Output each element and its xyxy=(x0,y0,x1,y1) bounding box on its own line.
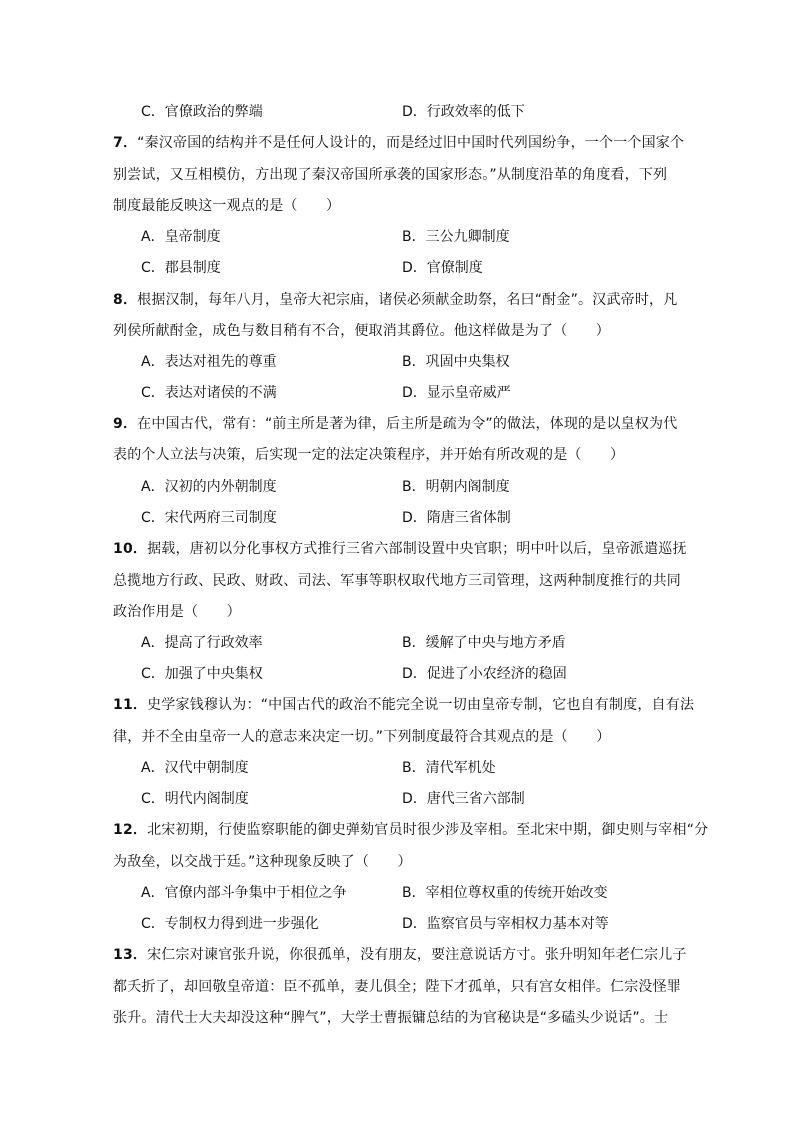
question-10-line-2: 总揽地方行政、民政、财政、司法、军事等职权取代地方三司管理，这两种制度推行的共同 xyxy=(113,573,681,589)
question-number: 7． xyxy=(113,135,138,151)
option-a-q8: A．表达对祖先的尊重 xyxy=(141,354,277,370)
question-text: 史学家钱穆认为：“中国古代的政治不能完全说一切由皇帝专制，它也自有制度，自有法 xyxy=(147,697,695,713)
option-c-q9: C．宋代两府三司制度 xyxy=(141,510,277,526)
option-d-q11: D．唐代三省六部制 xyxy=(402,791,525,807)
option-b-q10: B．缓解了中央与地方矛盾 xyxy=(402,635,566,651)
question-text: 在中国古代，常有：“前主所是著为律，后主所是疏为令”的做法，体现的是以皇权为代 xyxy=(137,416,678,432)
question-10-line-3: 政治作用是（ ） xyxy=(113,604,241,620)
option-c-q10: C．加强了中央集权 xyxy=(141,666,263,682)
option-d-q8: D．显示皇帝威严 xyxy=(402,385,511,401)
option-c-q11: C．明代内阁制度 xyxy=(141,791,249,807)
question-text: 据载，唐初以分化事权方式推行三省六部制设置中央官职；明中叶以后，皇帝派遣巡抚 xyxy=(147,541,687,557)
question-13-line-3: 张升。清代士大夫却没这种“脾气”，大学士曹振镛总结的为官秘诀是“多磕头少说话”。士 xyxy=(113,1010,669,1026)
question-11-line-2: 律，并不全由皇帝一人的意志来决定一切。”下列制度最符合其观点的是（ ） xyxy=(113,729,611,745)
question-12-line-2: 为敌垒，以交战于廷。”这种现象反映了（ ） xyxy=(113,854,412,870)
option-d-q10: D．促进了小农经济的稳固 xyxy=(402,666,567,682)
option-d-q7: D．官僚制度 xyxy=(402,260,483,276)
question-7-line-3: 制度最能反映这一观点的是（ ） xyxy=(113,198,341,214)
option-d-q6: D．行政效率的低下 xyxy=(402,104,525,120)
question-number: 9． xyxy=(113,416,138,432)
question-text: 宋仁宗对谏官张升说，你很孤单，没有朋友，要注意说话方寸。张升明知年老仁宗儿子 xyxy=(147,947,687,963)
option-b-q12: B．宰相位尊权重的传统开始改变 xyxy=(402,885,608,901)
question-7-line-2: 别尝试，又互相模仿，方出现了秦汉帝国所承袭的国家形态。”从制度沿革的角度看，下列 xyxy=(113,167,668,183)
option-c-q6: C．官僚政治的弊端 xyxy=(141,104,263,120)
question-text: 北宋初期，行使监察职能的御史弹劾官员时很少涉及宰相。至北宋中期，御史则与宰相“分 xyxy=(147,822,709,838)
question-8-line-1 xyxy=(113,290,677,310)
option-b-q11: B．清代军机处 xyxy=(402,760,496,776)
question-number: 13． xyxy=(113,947,148,963)
option-b-q8: B．巩固中央集权 xyxy=(402,354,510,370)
option-d-q12: D．监察官员与宰相权力基本对等 xyxy=(402,916,609,932)
option-d-q9: D．隋唐三省体制 xyxy=(402,510,511,526)
question-number: 12． xyxy=(113,822,148,838)
question-8-line-2: 列侯所献酎金，成色与数目稍有不合，便取消其爵位。他这样做是为了（ ） xyxy=(113,323,610,339)
question-12-line-1 xyxy=(113,820,708,840)
option-c-q8: C．表达对诸侯的不满 xyxy=(141,385,277,401)
option-a-q11: A．汉代中朝制度 xyxy=(141,760,249,776)
option-c-q7: C．郡县制度 xyxy=(141,260,221,276)
option-a-q10: A．提高了行政效率 xyxy=(141,635,263,651)
option-b-q7: B．三公九卿制度 xyxy=(402,229,510,245)
option-a-q7: A．皇帝制度 xyxy=(141,229,221,245)
question-text: 根据汉制，每年八月，皇帝大祀宗庙，诸侯必须献金助祭，名曰“酎金”。汉武帝时，凡 xyxy=(137,292,678,308)
question-number: 10． xyxy=(113,541,148,557)
option-a-q9: A．汉初的内外朝制度 xyxy=(141,479,277,495)
question-9-line-2: 表的个人立法与决策，后实现一定的法定决策程序，并开始有所改观的是（ ） xyxy=(113,447,625,463)
question-number: 11． xyxy=(113,697,148,713)
question-9-line-1 xyxy=(113,414,677,434)
option-c-q12: C．专制权力得到进一步强化 xyxy=(141,916,319,932)
question-11-line-1 xyxy=(113,695,694,715)
question-13-line-1 xyxy=(113,945,687,965)
question-number: 8． xyxy=(113,292,138,308)
question-10-line-1 xyxy=(113,539,687,559)
option-a-q12: A．官僚内部斗争集中于相位之争 xyxy=(141,885,347,901)
question-text: “秦汉帝国的结构并不是任何人设计的，而是经过旧中国时代列国纷争，一个一个国家个 xyxy=(137,135,685,151)
question-13-line-2: 都夭折了，却回敬皇帝道：臣不孤单，妻儿俱全；陛下才孤单，只有宫女相伴。仁宗没怪罪 xyxy=(113,979,681,995)
question-7-line-1 xyxy=(113,133,684,153)
option-b-q9: B．明朝内阁制度 xyxy=(402,479,510,495)
